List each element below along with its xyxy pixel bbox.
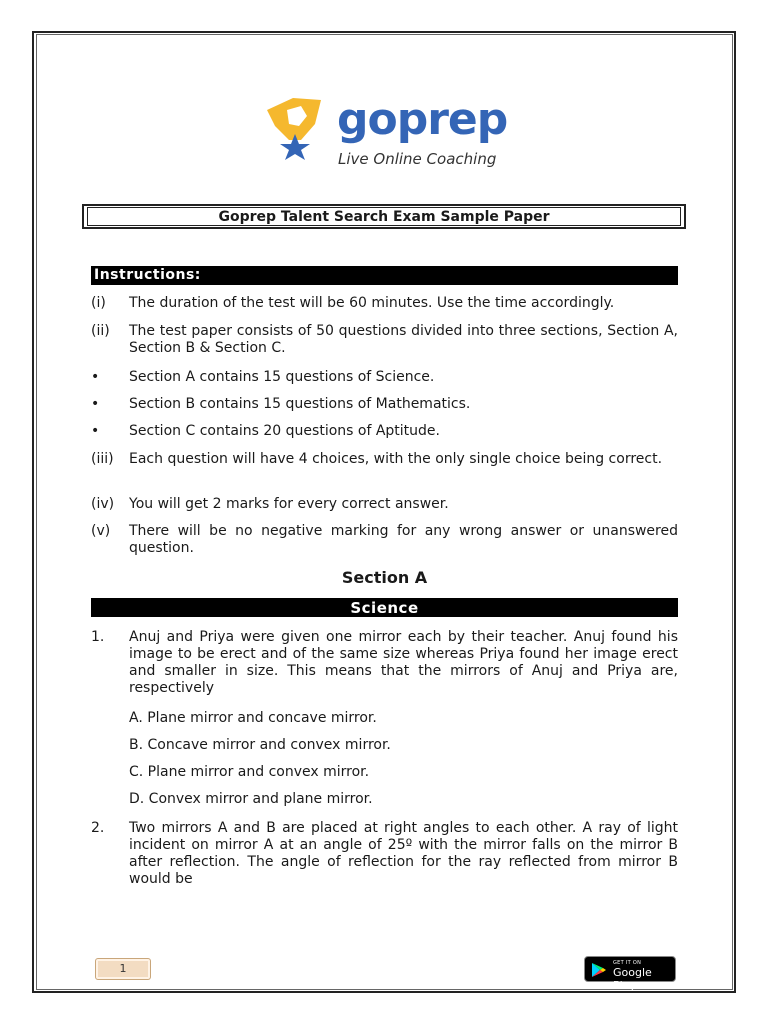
instruction-item xyxy=(91,451,678,468)
instruction-text: Section C contains 20 questions of Aptitude. xyxy=(129,423,440,439)
instruction-item xyxy=(91,323,678,357)
instruction-marker: (ii) xyxy=(91,323,110,339)
answer-option: B. Concave mirror and convex mirror. xyxy=(129,737,391,753)
answer-option: A. Plane mirror and concave mirror. xyxy=(129,710,377,726)
instruction-item xyxy=(91,423,678,440)
instructions-heading: Instructions: xyxy=(91,266,678,285)
goprep-logo xyxy=(263,96,513,176)
paper-title: Goprep Talent Search Exam Sample Paper xyxy=(87,207,681,226)
instruction-item xyxy=(91,295,678,312)
answer-option: D. Convex mirror and plane mirror. xyxy=(129,791,373,807)
instruction-marker: (iv) xyxy=(91,496,115,512)
instruction-text: The duration of the test will be 60 minutes. Use the time accordingly. xyxy=(129,295,615,311)
instruction-text: Section B contains 15 questions of Mathematics. xyxy=(129,396,471,412)
instruction-item xyxy=(91,523,678,557)
bullet-icon: • xyxy=(91,369,100,385)
answer-option: C. Plane mirror and convex mirror. xyxy=(129,764,370,780)
instruction-text: There will be no negative marking for any wrong answer or unanswered question. xyxy=(129,523,678,556)
question-item xyxy=(91,629,678,697)
question-item xyxy=(91,820,678,888)
instruction-marker: (i) xyxy=(91,295,106,311)
bullet-icon: • xyxy=(91,396,100,412)
section-heading: Section A xyxy=(341,568,428,587)
store-name-label: Google Play xyxy=(613,966,652,992)
instruction-text: Section A contains 15 questions of Science. xyxy=(129,369,435,385)
question-text: Anuj and Priya were given one mirror each by their teacher. Anuj found his image to be erect and of the same size whereas Priya found her image erect and smaller in size. This means that the mirrors of Anuj and Priya are, respectively xyxy=(129,629,678,696)
brand-tagline: Live Online Coaching xyxy=(338,150,497,168)
question-number: 2. xyxy=(91,820,105,836)
store-get-it-label: GET IT ON xyxy=(613,960,642,966)
instruction-text: The test paper consists of 50 questions divided into three sections, Section A, Section B & Section C. xyxy=(129,323,678,356)
subject-heading: Science xyxy=(91,598,678,617)
instruction-item xyxy=(91,496,678,513)
instruction-text: Each question will have 4 choices, with the only single choice being correct. xyxy=(129,451,663,467)
instruction-marker: (iii) xyxy=(91,451,114,467)
question-text: Two mirrors A and B are placed at right angles to each other. A ray of light incident on mirror A at an angle of 25º with the mirror falls on the mirror B after reflection. The angle of reflection for the ray reflected from mirror B would be xyxy=(129,820,678,887)
question-number: 1. xyxy=(91,629,105,645)
page-number: 1 xyxy=(95,958,151,980)
instruction-item xyxy=(91,369,678,386)
title-box xyxy=(82,204,686,229)
brand-name: goprep xyxy=(337,94,508,145)
google-play-badge[interactable] xyxy=(584,956,676,992)
instruction-item xyxy=(91,396,678,413)
bullet-icon: • xyxy=(91,423,100,439)
google-play-icon xyxy=(591,962,607,978)
instruction-marker: (v) xyxy=(91,523,111,539)
goprep-emblem-icon xyxy=(263,96,335,162)
instruction-text: You will get 2 marks for every correct answer. xyxy=(129,496,449,512)
